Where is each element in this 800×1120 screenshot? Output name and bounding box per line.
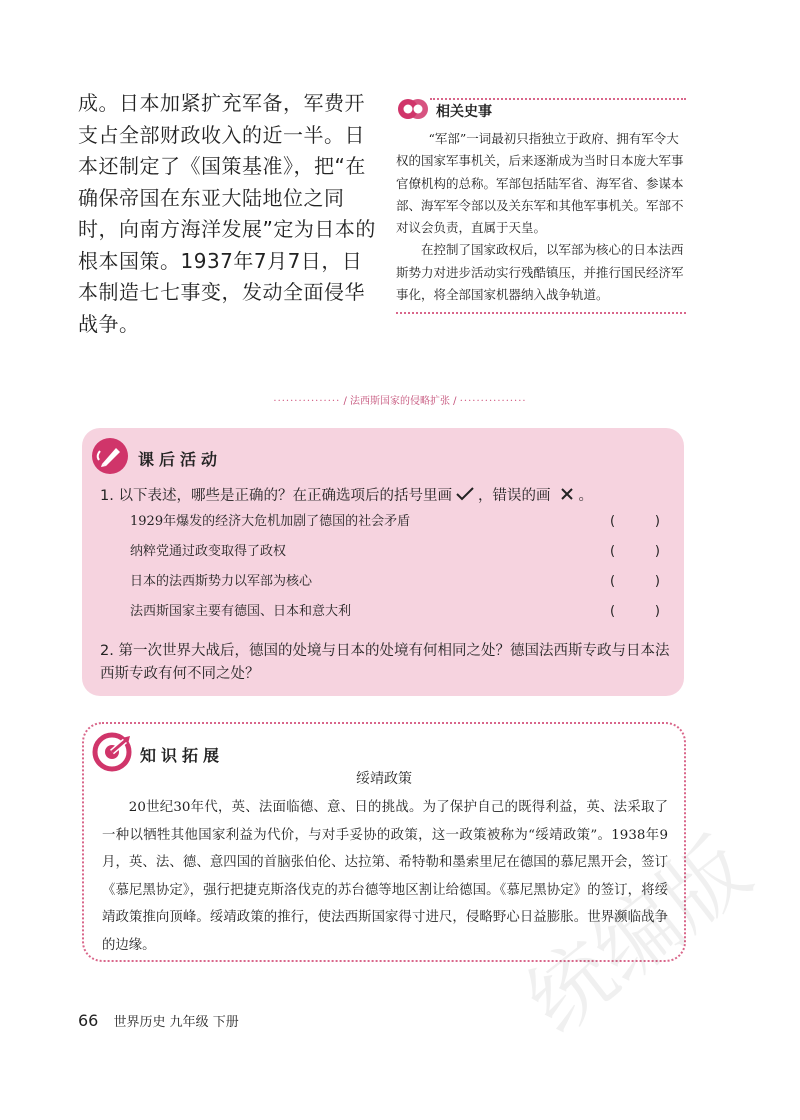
- list-item: [130, 602, 660, 632]
- knowledge-paragraph: 20世纪30年代，英、法面临德、意、日的挑战。为了保护自己的既得利益，英、法采取了一种以牺牲其他国家利益为代价，与对手妥协的政策，这一政策被称为“绥靖政策”。1938年9月，英、法、德、意四国的首脑张伯伦、达拉第、希特勒和墨索里尼在德国的慕尼黑开会，签订《慕尼黑协定》，强行把捷克斯洛伐克的苏台德等地区割让给德国。《慕尼黑协定》的签订，将绥靖政策推向顶峰。绥靖政策的推行，使法西斯国家得寸进尺，侵略野心日益膨胀。世界濒临战争的边缘。: [102, 800, 668, 953]
- paren-close: ): [654, 604, 660, 619]
- cross-mark-icon: [560, 487, 574, 505]
- list-item: [130, 512, 660, 542]
- sidebar-body: [396, 128, 686, 306]
- divider-dots-left: ················: [273, 396, 341, 407]
- question-1-text-end: 。: [578, 488, 593, 504]
- sidebar-bottom-dotline: [396, 312, 686, 314]
- statement-text: 日本的法西斯势力以军部为核心: [130, 574, 313, 589]
- activity-title: 课后活动: [138, 449, 223, 469]
- paren-open: (: [610, 544, 616, 559]
- sidebar-title: 相关史事: [436, 104, 492, 120]
- statement-text: 纳粹党通过政变取得了政权: [130, 544, 287, 559]
- list-item: [130, 542, 660, 572]
- book-title: 世界历史 九年级 下册: [113, 1015, 239, 1030]
- paren-close: ): [654, 544, 660, 559]
- page-number: 66: [78, 1011, 99, 1030]
- paren-open: (: [610, 604, 616, 619]
- knowledge-subtitle: 绥靖政策: [356, 771, 412, 787]
- list-item: [130, 572, 660, 602]
- answer-parentheses[interactable]: [610, 542, 660, 572]
- answer-parentheses[interactable]: [610, 512, 660, 542]
- question-1-text-a: 1. 以下表述，哪些是正确的？在正确选项后的括号里画: [100, 488, 452, 504]
- knowledge-title: 知识拓展: [140, 745, 225, 765]
- question-1-text-b: ，错误的画: [477, 488, 551, 504]
- paren-close: ): [654, 574, 660, 589]
- after-class-activity-icon: [90, 436, 130, 480]
- check-mark-icon: [456, 487, 474, 505]
- statement-text: 法西斯国家主要有德国、日本和意大利: [130, 604, 352, 619]
- question-2: 2. 第一次世界大战后，德国的处境与日本的处境有何相同之处？德国法西斯专政与日本法西斯专政有何不同之处？: [100, 643, 670, 682]
- paren-open: (: [610, 514, 616, 529]
- paren-open: (: [610, 574, 616, 589]
- statement-list: [130, 512, 660, 632]
- page-footer: [78, 1011, 239, 1030]
- answer-parentheses[interactable]: [610, 572, 660, 602]
- after-class-activity-box: [82, 428, 684, 696]
- sidebar-paragraph-2: 在控制了国家政权后，以军部为核心的日本法西斯势力对进步活动实行残酷镇压，并推行国民经济军事化，将全部国家机器纳入战争轨道。: [396, 242, 684, 303]
- main-paragraph-text: 成。日本加紧扩充军备，军费开支占全部财政收入的近一半。日本还制定了《国策基准》，把“在确保帝国在东亚大陆地位之同时，向南方海洋发展”定为日本的根本国策。1937年7月7日，日本制造七七事变，发动全面侵华战争。: [78, 91, 376, 336]
- main-paragraph: [78, 88, 378, 340]
- question-1: [100, 484, 593, 505]
- related-history-sidebar: [396, 98, 686, 314]
- sidebar-paragraph-1: “军部”一词最初只指独立于政府、拥有军令大权的国家军事机关，后来逐渐成为当时日本庞大军事官僚机构的总称。军部包括陆军省、海军省、参谋本部、海军军令部以及关东军和其他军事机关。军部不对议会负责，直属于天皇。: [396, 131, 684, 236]
- chapter-divider: [0, 392, 800, 407]
- answer-parentheses[interactable]: [610, 602, 660, 632]
- related-history-icon: [396, 92, 430, 130]
- paren-close: ): [654, 514, 660, 529]
- watermark: 统编版: [508, 819, 768, 1052]
- statement-text: 1929年爆发的经济大危机加剧了德国的社会矛盾: [130, 514, 411, 529]
- divider-dots-right: ················: [459, 396, 527, 407]
- divider-text: / 法西斯国家的侵略扩张 /: [343, 396, 457, 407]
